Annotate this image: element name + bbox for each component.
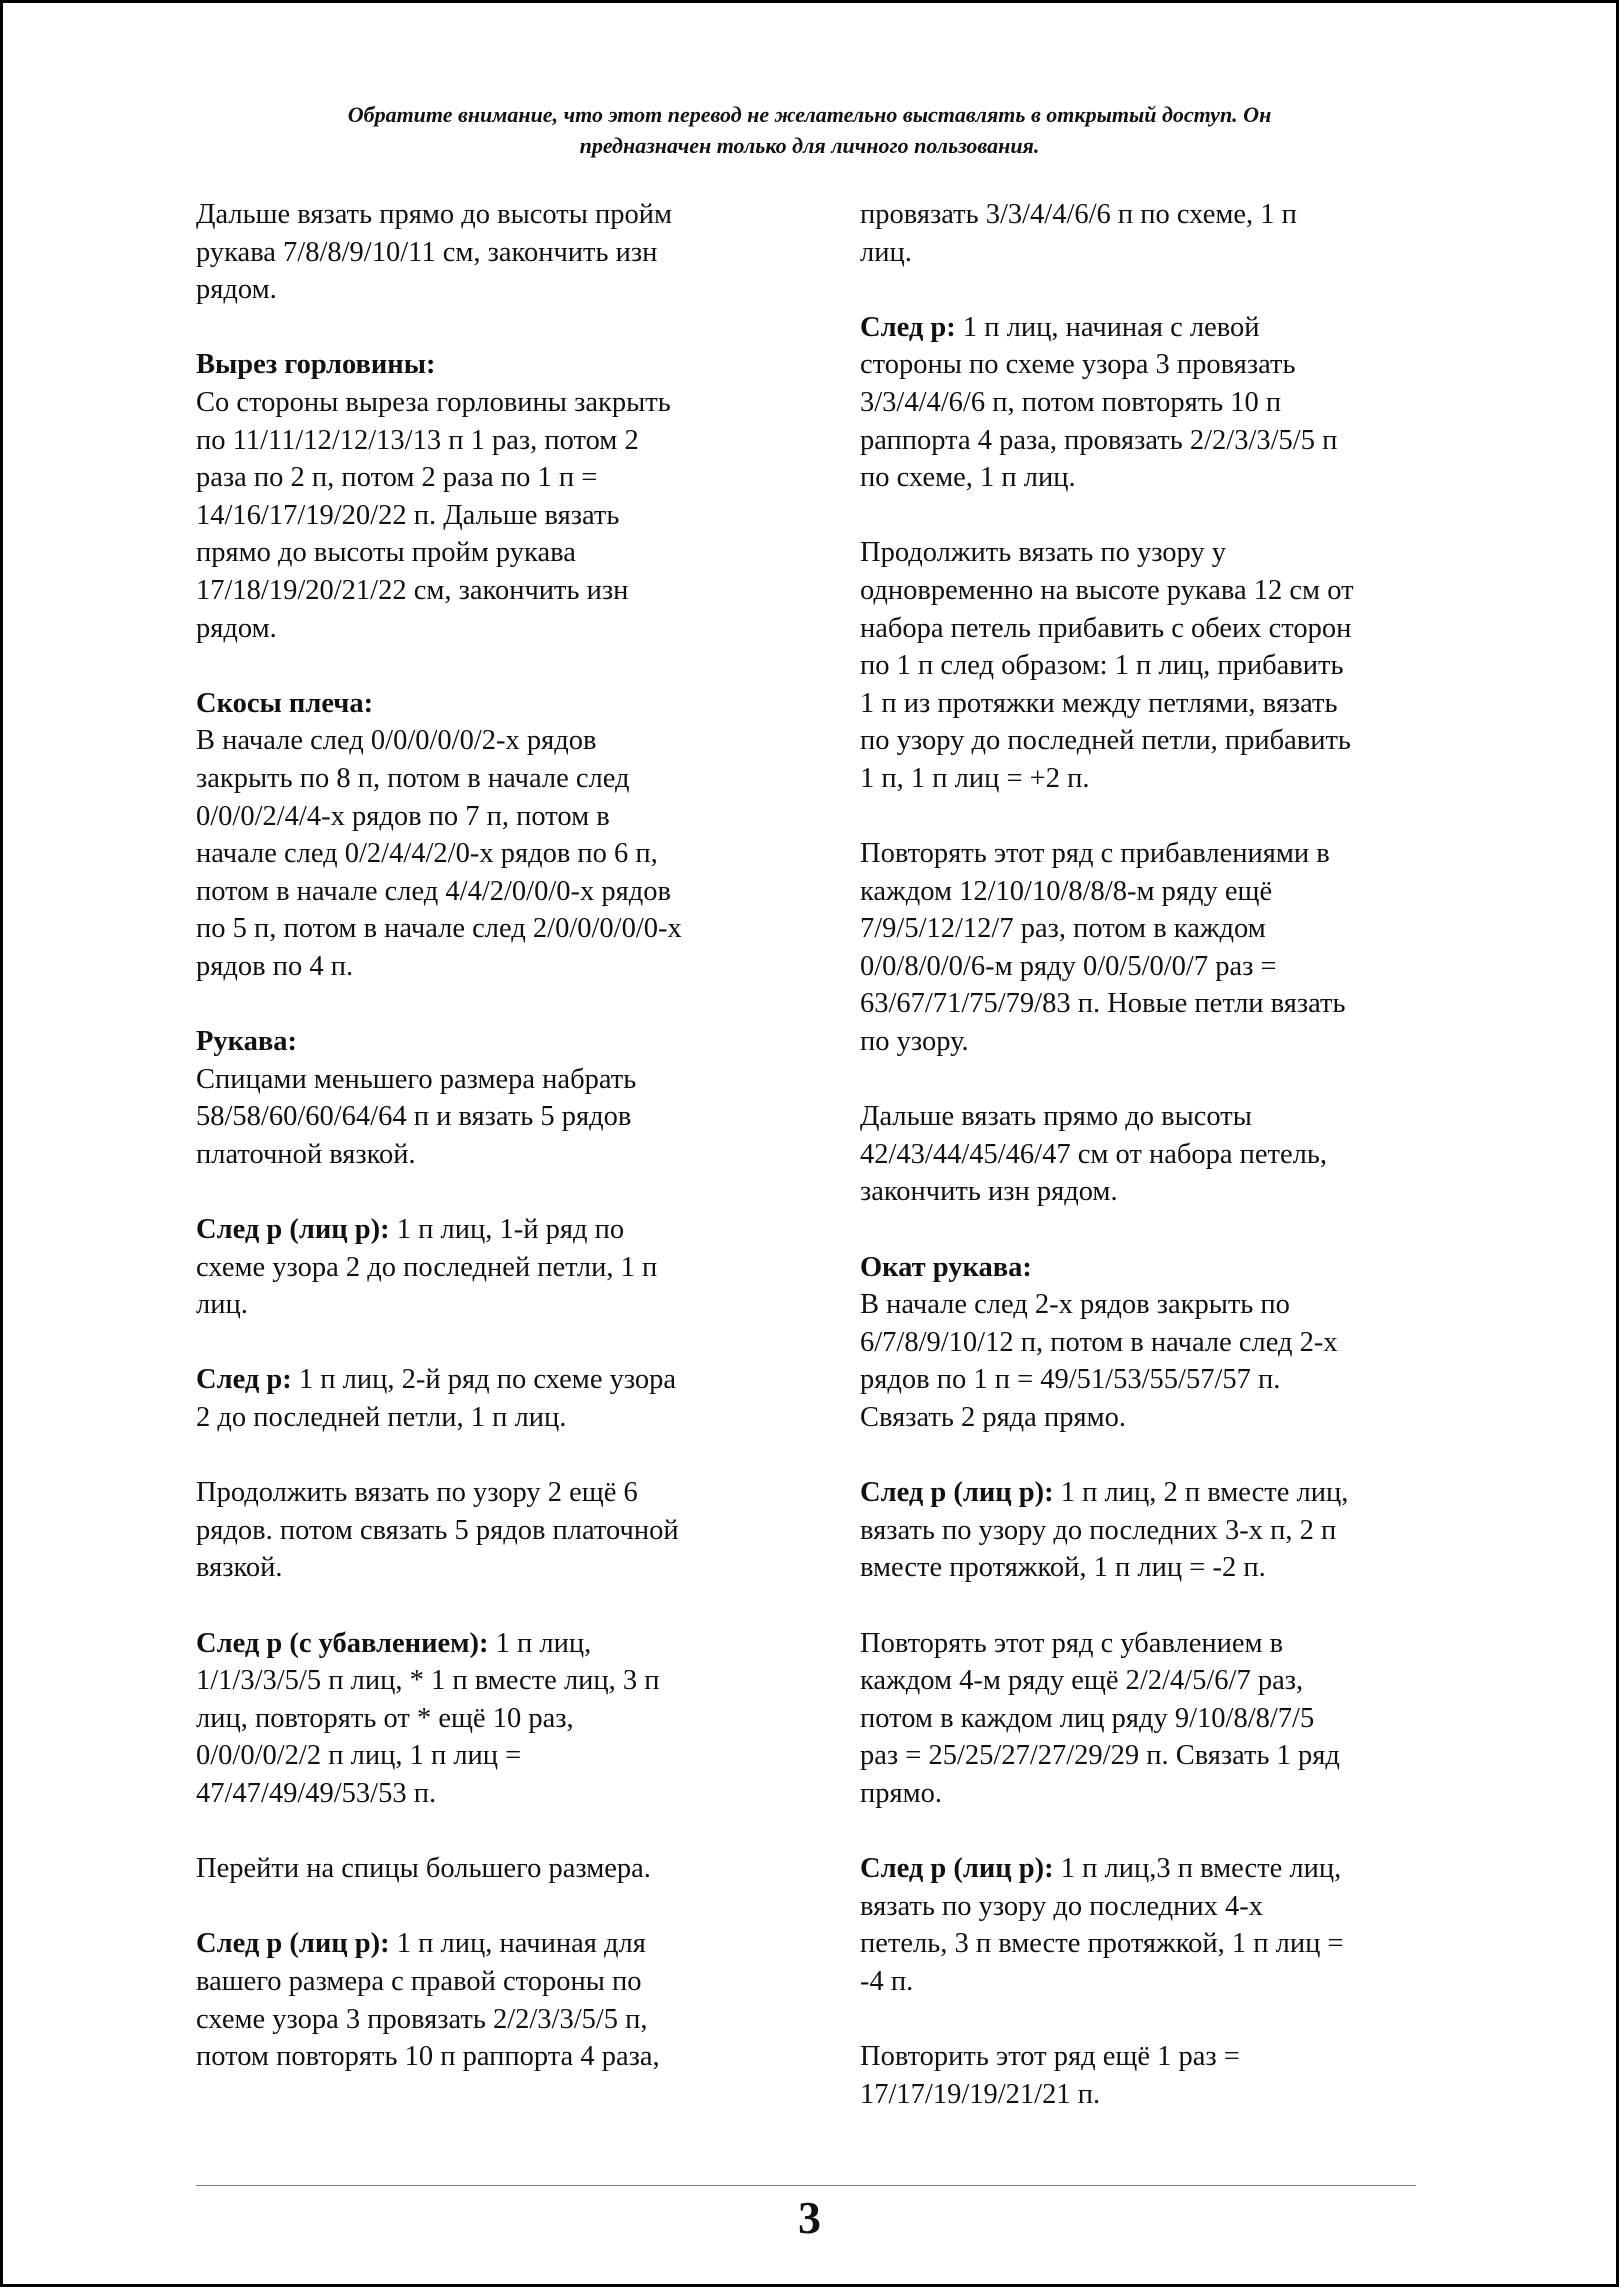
paragraph-repeat-increase [860,835,1440,1061]
text-line: Спицами меньшего размера набрать [196,1063,637,1095]
text-line: схеме узора 3 провязать 2/2/3/3/5/5 п, [196,2003,648,2035]
instruction-row-2 [196,1361,796,1436]
text-line: по 5 п, потом в начале след 2/0/0/0/0/0-х [196,913,682,945]
text-line: каждом 12/10/10/8/8/8-м ряду ещё [860,875,1273,907]
paragraph-repeat-decrease [860,1625,1440,1813]
text-line: 0/0/0/2/4/4-х рядов по 7 п, потом в [196,800,610,832]
text-line: 63/67/71/75/79/83 п. Новые петли вязать [860,988,1346,1020]
text-line: одновременно на высоте рукава 12 см от [860,574,1354,606]
section-sleeves [196,1023,796,1173]
text-fragment: 1 п лиц, 2-й ряд по схеме узора [291,1364,677,1396]
text-line: Дальше вязать прямо до высоты пройм [196,199,673,230]
text-line: платочной вязкой. [196,1138,416,1170]
text-line: 2 до последней петли, 1 п лиц. [196,1402,567,1433]
text-line: по 1 п след образом: 1 п лиц, прибавить [860,650,1344,682]
text-line: стороны по схеме узора 3 провязать [860,349,1296,381]
text-line: Со стороны выреза горловины закрыть [196,386,671,418]
text-fragment: 1 п лиц,3 п вместе лиц, [1053,1853,1342,1885]
section-heading: Окат рукава: [860,1251,1032,1283]
text-line: 17/17/19/19/21/21 п. [860,2078,1101,2110]
text-line: вместе протяжкой, 1 п лиц = -2 п. [860,1552,1266,1584]
text-line: каждом 4-м ряду ещё 2/2/4/5/6/7 раз, [860,1665,1304,1697]
text-line: 1/1/3/3/5/5 п лиц, * 1 п вместе лиц, 3 п [196,1665,660,1697]
section-heading: Вырез горловины: [196,349,436,381]
text-line: 58/58/60/60/64/64 п и вязать 5 рядов [196,1101,632,1133]
text-line: раппорта 4 раза, провязать 2/2/3/3/5/5 п [860,424,1338,456]
section-heading: Рукава: [196,1026,298,1058]
instruction-row-4 [860,309,1440,497]
text-line: петель, 3 п вместе протяжкой, 1 п лиц = [860,1928,1344,1960]
text-line: по схеме, 1 п лиц. [860,462,1076,494]
text-line: рядов. потом связать 5 рядов платочной [196,1514,679,1546]
paragraph-needles [196,1850,796,1888]
paragraph-armhole [196,196,796,309]
text-fragment: 1 п лиц, начиная для [389,1928,646,1960]
text-line: Продолжить вязать по узору 2 ещё 6 [196,1477,638,1509]
paragraph-continue [196,1474,796,1587]
text-line: вязать по узору до последних 4-х [860,1890,1264,1922]
text-line: Связать 2 ряда прямо. [860,1402,1126,1433]
instruction-row-6 [860,1850,1440,2000]
paragraph-straight [860,1098,1440,1211]
section-sleeve-cap [860,1249,1440,1437]
section-neckline [196,346,796,647]
instruction-decrease [196,1625,796,1813]
text-line: 17/18/19/20/21/22 см, закончить изн [196,574,629,606]
text-line: -4 п. [860,1965,914,1997]
text-line: 6/7/8/9/10/12 п, потом в начале след 2-х [860,1326,1338,1358]
paragraph-increase [860,534,1440,797]
text-line: рукава 7/8/8/9/10/11 см, закончить изн [196,236,658,268]
text-line: 14/16/17/19/20/22 п. Дальше вязать [196,499,620,531]
text-line: Повторять этот ряд с убавлением в [860,1627,1284,1659]
text-line: рядов по 1 п = 49/51/53/55/57/57 п. [860,1364,1281,1396]
left-column [196,196,796,2076]
text-line: Повторить этот ряд ещё 1 раз = [860,2041,1240,2073]
text-line: лиц. [196,1289,248,1321]
copyright-notice [183,99,1436,161]
text-line: по узору. [860,1026,969,1058]
text-line: раза по 2 п, потом 2 раза по 1 п = [196,462,598,494]
row-label: След р (лиц р): [196,1214,390,1246]
text-line: потом повторять 10 п раппорта 4 раза, [196,2041,660,2073]
text-line: рядом. [196,612,277,644]
text-line: по 11/11/12/12/13/13 п 1 раз, потом 2 [196,424,639,456]
text-line: 47/47/49/49/53/53 п. [196,1777,437,1809]
text-line: закрыть по 8 п, потом в начале след [196,762,630,794]
text-line: вязать по узору до последних 3-х п, 2 п [860,1514,1337,1546]
text-line: прямо до высоты пройм рукава [196,537,576,569]
page-number: 3 [798,2192,821,2243]
section-heading: Скосы плеча: [196,687,374,719]
text-line: потом в начале след 4/4/2/0/0/0-х рядов [196,875,671,907]
text-line: Дальше вязать прямо до высоты [860,1101,1252,1133]
text-line: 0/0/0/0/2/2 п лиц, 1 п лиц = [196,1740,522,1772]
text-fragment: 1 п лиц, 2 п вместе лиц, [1053,1477,1349,1509]
text-line: 42/43/44/45/46/47 см от набора петель, [860,1138,1328,1170]
row-label: След р (с убавлением): [196,1627,489,1659]
right-column [860,196,1440,2113]
paragraph-last [860,2038,1440,2113]
text-line: рядом. [196,274,277,306]
text-line: раз = 25/25/27/27/29/29 п. Связать 1 ряд [860,1740,1340,1772]
instruction-row-5 [860,1474,1440,1587]
notice-line-1: Обратите внимание, что этот перевод не желательно выставлять в открытый доступ. Он [347,102,1272,127]
text-line: лиц, повторять от * ещё 10 раз, [196,1702,574,1734]
row-label: След р (лиц р): [196,1928,390,1960]
text-line: набора петель прибавить с обеих сторон [860,612,1352,644]
footer-divider [196,2185,1416,2186]
text-line: прямо. [860,1777,943,1809]
row-label: След р (лиц р): [860,1477,1054,1509]
text-line: В начале след 0/0/0/0/0/2-х рядов [196,725,597,757]
text-line: рядов по 4 п. [196,950,354,982]
text-line: по узору до последней петли, прибавить [860,725,1351,757]
text-line: 1 п из протяжки между петлями, вязать [860,687,1338,719]
instruction-row-3 [196,1925,796,2075]
text-fragment: 1 п лиц, 1-й ряд по [389,1214,625,1246]
instruction-row-1 [196,1211,796,1324]
row-label: След р: [860,311,956,343]
row-label: След р: [196,1364,292,1396]
text-line: начале след 0/2/4/4/2/0-х рядов по 6 п, [196,838,658,870]
section-shoulder-slope [196,685,796,986]
paragraph-continued [860,196,1440,271]
text-line: провязать 3/3/4/4/6/6 п по схеме, 1 п [860,199,1297,230]
text-line: 7/9/5/12/12/7 раз, потом в каждом [860,913,1266,945]
text-line: лиц. [860,236,912,268]
text-fragment: 1 п лиц, [488,1627,592,1659]
text-fragment: 1 п лиц, начиная с левой [955,311,1260,343]
text-line: закончить изн рядом. [860,1176,1118,1208]
text-line: вашего размера с правой стороны по [196,1965,642,1997]
text-line: Продолжить вязать по узору у [860,537,1227,569]
text-line: 0/0/8/0/0/6-м ряду 0/0/5/0/0/7 раз = [860,950,1277,982]
text-line: В начале след 2-х рядов закрыть по [860,1289,1290,1321]
text-line: 1 п, 1 п лиц = +2 п. [860,762,1090,794]
text-line: схеме узора 2 до последней петли, 1 п [196,1251,658,1283]
text-line: Перейти на спицы большего размера. [196,1853,651,1885]
row-label: След р (лиц р): [860,1853,1054,1885]
text-line: потом в каждом лиц ряду 9/10/8/8/7/5 [860,1702,1315,1734]
notice-line-2: предназначен только для личного пользования. [579,133,1040,158]
text-line: 3/3/4/4/6/6 п, потом повторять 10 п [860,386,1282,418]
text-line: вязкой. [196,1552,283,1584]
text-line: Повторять этот ряд с прибавлениями в [860,838,1330,870]
